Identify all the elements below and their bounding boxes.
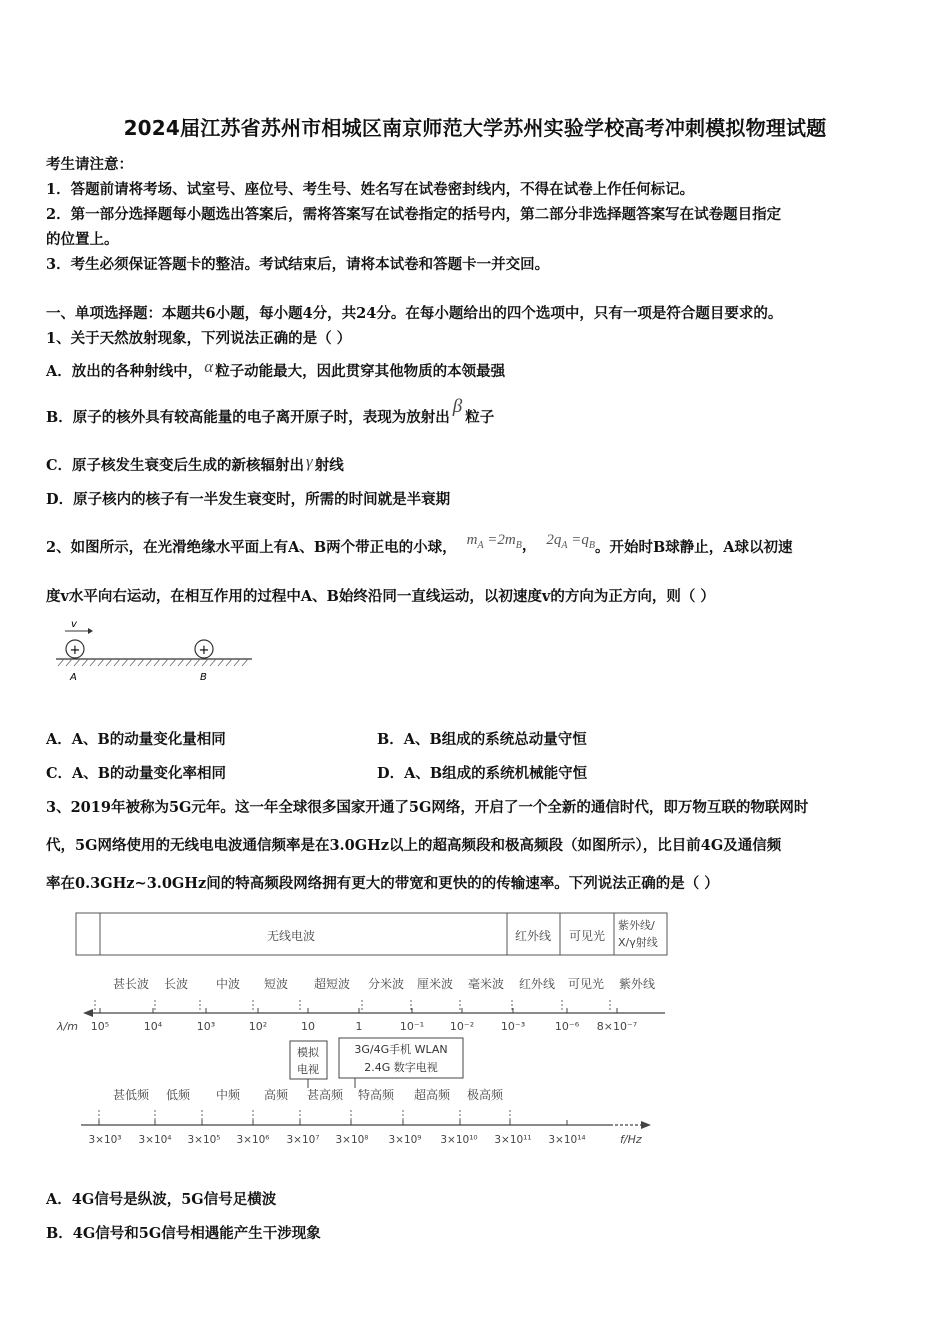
q1-option-b: B．原子的核外具有较高能量的电子离开原子时，表现为放射出β粒子 [46,396,495,426]
notice-item-2: 2．第一部分选择题每小题选出答案后，需将答案写在试卷指定的括号内，第二部分非选择题答案写在试卷题目指定 [46,206,782,223]
wave-name: 超短波 [313,977,351,991]
lambda-tick: 1 [355,1020,363,1033]
ball-a-charge: + [69,643,81,658]
band-infrared: 红外线 [514,929,552,943]
q3-stem-line3: 率在0.3GHz~3.0GHz间的特高频段网络拥有更大的带宽和更快的的传输速率。下列说法正确的是（ ） [46,875,719,892]
freq-tick: 3×10³ [88,1134,122,1146]
freq-tick: 3×10¹⁰ [440,1134,478,1146]
notice-heading: 考生请注意： [46,156,133,173]
wave-name: 长波 [163,977,189,991]
q2-option-b: B．A、B组成的系统总动量守恒 [377,731,587,748]
ball-b-charge: + [198,643,210,658]
band-radio: 无线电波 [266,929,316,943]
freq-tick: 3×10⁷ [286,1134,320,1146]
freq-tick: 3×10⁵ [187,1134,221,1146]
beta-symbol: β [452,396,463,417]
lambda-tick: 10⁻¹ [399,1020,425,1033]
alpha-symbol: α [204,357,214,376]
lambda-tick: 10 [301,1020,315,1033]
freq-name: 极高频 [466,1088,504,1102]
mass-formula: $m_A =2m_B$ [466,532,522,551]
spectrum-figure [55,910,670,1155]
svg-text:电视: 电视 [297,1063,319,1076]
wave-name: 分米波 [367,977,405,991]
section-heading: 一、单项选择题：本题共6小题，每小题4分，共24分。在每小题给出的四个选项中，只有一项是符合题目要求的。 [46,305,783,322]
lambda-tick: 10⁵ [90,1020,110,1033]
freq-tick: 3×10¹¹ [494,1134,532,1146]
wave-name: 可见光 [567,977,605,991]
freq-name: 高频 [263,1088,289,1102]
q1-option-c: C．原子核发生衰变后生成的新核辐射出 γ 射线 [46,452,344,474]
lambda-tick: 10⁴ [143,1020,163,1033]
freq-tick: 3×10⁶ [236,1134,270,1146]
q3-stem-line2: 代，5G网络使用的无线电电波通信频率是在3.0GHz以上的超高频段和极高频段（如图所示），比目前4G及通信频 [46,837,782,854]
q3-option-a: A．4G信号是纵波，5G信号足横波 [46,1191,277,1208]
label-b: B [200,672,207,683]
gamma-symbol: γ [306,452,313,471]
q2-stem: 2、如图所示，在光滑绝缘水平面上有A、B两个带正电的小球， $m_A =2m_B$， $2q_A =q_B$。开始时B球静止，A球以初速 [46,532,793,556]
lambda-tick: 10³ [196,1020,216,1033]
wave-name: 毫米波 [467,977,505,991]
q2-stem-line2: 度v水平向右运动，在相互作用的过程中A、B始终沿同一直线运动，以初速度v的方向为正方向，则（ ） [46,588,715,605]
q1-option-d: D．原子核内的核子有一半发生衰变时，所需的时间就是半衰期 [46,491,451,508]
freq-name: 中频 [215,1088,241,1102]
velocity-arrowhead [88,628,93,634]
notice-item-3: 3．考生必须保证答题卡的整洁。考试结束后，请将本试卷和答题卡一并交回。 [46,256,550,273]
freq-name: 超高频 [413,1088,451,1102]
q1-stem: 1、关于天然放射现象，下列说法正确的是（ ） [46,330,352,347]
freq-name: 特高频 [357,1088,395,1102]
wave-name: 甚长波 [112,977,150,991]
ground-hatch [58,659,248,666]
wave-name: 红外线 [518,977,556,991]
wave-name: 厘米波 [416,977,454,991]
freq-name: 甚低频 [112,1088,150,1102]
lambda-tick: 10⁻³ [500,1020,526,1033]
band-uv: 紫外线/ [618,919,655,932]
q2-option-a: A．A、B的动量变化量相同 [46,731,226,748]
q3-stem-line1: 3、2019年被称为5G元年。这一年全球很多国家开通了5G网络，开启了一个全新的通信时代，即万物互联的物联网时 [46,799,809,816]
freq-name: 低频 [165,1088,191,1102]
lambda-tick: 8×10⁻⁷ [596,1020,638,1033]
notice-item-1: 1．答题前请将考场、试室号、座位号、考生号、姓名写在试卷密封线内，不得在试卷上作任何标记。 [46,181,695,198]
q2-option-d: D．A、B组成的系统机械能守恒 [377,765,588,782]
freq-name: 甚高频 [306,1088,344,1102]
lambda-tick: 10⁻⁶ [554,1020,580,1033]
q1-option-a: A．放出的各种射线中， α 粒子动能最大，因此贯穿其他物质的本领最强 [46,357,506,380]
notice-item-2-cont: 的位置上。 [46,231,119,248]
freq-tick: 3×10⁹ [388,1134,422,1146]
lambda-label: λ/m [57,1020,78,1033]
page-title: 2024届江苏省苏州市相城区南京师范大学苏州实验学校高考冲刺模拟物理试题 [123,116,827,140]
lambda-tick: 10⁻² [449,1020,475,1033]
charge-formula: $2q_A =q_B$ [546,532,595,551]
velocity-label: v [71,619,77,630]
wave-name: 中波 [215,977,241,991]
svg-text:2.4G 数字电视: 2.4G 数字电视 [364,1061,438,1074]
band-visible: 可见光 [568,929,606,943]
svg-text:3G/4G手机 WLAN: 3G/4G手机 WLAN [354,1043,448,1056]
lambda-tick: 10² [248,1020,268,1033]
wave-name: 紫外线 [618,977,656,991]
lambda-arrowhead [83,1009,93,1017]
wave-name: 短波 [263,977,289,991]
q2-figure [52,616,262,686]
q3-option-b: B．4G信号和5G信号相遇能产生干涉现象 [46,1225,321,1242]
freq-tick: 3×10⁴ [138,1134,172,1146]
freq-tick: 3×10⁸ [335,1134,369,1146]
band-xgamma: X/γ射线 [618,936,658,949]
label-a: A [70,672,77,683]
q2-option-c: C．A、B的动量变化率相同 [46,765,227,782]
freq-tick: 3×10¹⁴ [548,1134,586,1146]
svg-text:模拟: 模拟 [297,1046,319,1059]
freq-arrowhead [641,1121,651,1129]
freq-label: f/Hz [620,1133,642,1146]
